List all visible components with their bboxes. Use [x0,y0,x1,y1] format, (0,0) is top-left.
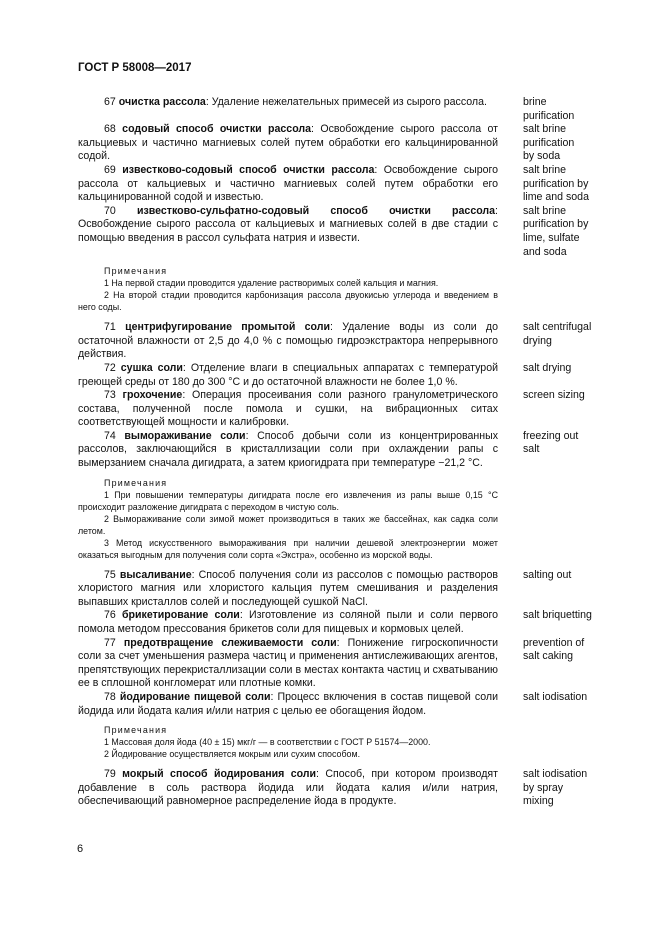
document-header: ГОСТ Р 58008—2017 [78,62,192,74]
term-number: 67 [104,96,116,108]
term-english: salt brine purification by lime and soda [523,163,589,204]
term-number: 74 [104,429,116,442]
term-entry-68: 68 содовый способ очистки рассола: Освобождение сырого рассола от кальциевых и частично магниевых солей путем обработки его кальцинированной содой. salt brine purification by soda [78,123,645,164]
term-english: salt drying [523,361,572,374]
term-english: brine purification [523,96,575,122]
notes-block-78 [78,724,498,760]
term-english: salt iodisation [523,691,588,703]
term-entry-70: 70 известково-сульфатно-содовый способ очистки рассола: Освобождение сырого рассола от кальциевых и магниевых солей в две стадии с помощью введения в рассол сульфата натрия и извести. salt brine purification by lime, sulfate and soda [78,205,645,259]
note-item: 2 Вымораживание соли зимой может производиться в таких же бассейнах, как садка соли летом. [78,513,498,536]
term-definition: Изготовление из соляной пыли и соли первого помола методом прессования брикетов соли для пищевых и кормовых целей. [78,609,499,636]
term-definition: Освобождение сырого рассола от кальциевых и магниевых солей в две стадии с помощью введения в рассол сульфата натрия и извести. [78,218,498,244]
term-name: сушка соли [120,361,183,374]
term-name: вымораживание соли [124,429,246,442]
notes-title: Примечания [104,725,168,736]
term-definition: Удаление нежелательных примесей из сырого рассола. [211,96,487,108]
note-item: 1 Массовая доля йода (40 ± 15) мкг/г — в соответствии с ГОСТ Р 51574—2000. [104,737,431,748]
notes-block-74 [78,477,498,561]
term-definition: Удаление воды из соли до остаточной влажности от 2,5 до 4,0 % с помощью гидроэкстрактора непрерывного действия. [78,321,499,361]
term-definition: Отделение влаги в специальных аппаратах с температурой греющей среды от 180 до 300 °С и до остаточной влажности не более 1,0 %. [78,361,499,388]
term-entry-74: 74 вымораживание соли: Способ добычи соли из концентрированных рассолов, заключающийся в кристаллизации соли при охлаждении рапы с вымерзанием сначала дигидрата, а затем криогидрата при температуре −21,2 °С. freezing out salt [78,430,645,471]
notes-title: Примечания [104,477,168,488]
note-item: 1 При повышении температуры дигидрата после его извлечения из рапы выше 0,15 °С происходит разложение дигидрата с переходом в чистую соль. [78,489,498,512]
term-number: 68 [104,123,116,136]
term-number: 78 [104,691,116,703]
notes-block-70 [78,265,498,313]
term-name: содовый способ очистки рассола [122,123,312,136]
term-name: предотвращение слеживаемости соли [123,636,337,649]
term-entry-79: 79 мокрый способ йодирования соли: Способ, при котором производят добавление в соль раствора йодида или йодата калия и/или натрия, обеспечивающий равномерное распределение йода в продукте. salt iodisation by spray mixing [78,768,645,809]
term-definition: Освобождение сырого рассола от кальциевых и частично магниевых солей путем обработки его кальцинированной содой. [78,123,498,163]
term-entry-77: 77 предотвращение слеживаемости соли: Понижение гигроскопичности соли за счет уменьшения размера частиц и применения антислеживающих агентов, препятствующих перекристаллизации соли в местах контакта частиц и схватыванию ее в сплошной конгломерат или плотные комки. prevention of salt caking [78,637,645,691]
term-entry-78: 78 йодирование пищевой соли: Процесс включения в состав пищевой соли йодида или йодата калия и/или натрия с целью ее обогащения йодом. salt iodisation [78,691,645,718]
term-english: salt iodisation by spray mixing [523,768,588,808]
term-number: 76 [104,609,116,622]
term-definition: Способ получения соли из рассолов с помощью растворов хлористого магния или хлористого кальция путем смешивания и разделения выпавших кристаллов солей и последующей сушкой NaCl. [78,568,498,608]
note-item: 1 На первой стадии проводится удаление растворимых солей кальция и магния. [104,278,439,289]
term-english: prevention of salt caking [523,636,585,663]
terms-section [78,96,645,809]
term-name: брикетирование соли [122,609,240,622]
term-number: 73 [104,389,116,402]
term-definition: Процесс включения в состав пищевой соли йодида или йодата калия и/или натрия с целью ее обогащения йодом. [78,691,499,717]
term-english: salt centrifugal drying [523,321,592,347]
term-name: очистка рассола [118,96,206,108]
term-entry-69: 69 известково-содовый способ очистки рассола: Освобождение сырого рассола от кальциевых и частично магниевых солей путем обработки его кальцинированной содой и известью. salt brine purification by lime and soda [78,164,645,205]
term-number: 69 [104,163,116,176]
term-number: 71 [104,321,116,334]
term-entry-71: 71 центрифугирование промытой соли: Удаление воды из соли до остаточной влажности от 2,5 до 4,0 % с помощью гидроэкстрактора непрерывного действия. salt centrifugal drying [78,321,645,362]
term-english: salt brine purification by soda [523,123,575,163]
page-number: 6 [77,843,84,855]
term-name: известково-сульфатно-содовый способ очистки рассола [137,204,496,217]
term-english: salt briquetting [523,609,592,622]
term-english: freezing out salt [523,429,579,456]
term-definition: Операция просеивания соли разного гранулометрического состава, полученной после помола и сушки, на вибрационных ситах соответствующей мощности и калибровки. [78,389,498,429]
term-number: 72 [104,361,116,374]
term-definition: Освобождение сырого рассола от кальциевых и частично магниевых солей путем обработки его кальцинированной содой и известью. [78,163,498,204]
term-entry-72: 72 сушка соли: Отделение влаги в специальных аппаратах с температурой греющей среды от 180 до 300 °С и до остаточной влажности не более 1,0 %. salt drying [78,362,645,389]
term-entry-73: 73 грохочение: Операция просеивания соли разного гранулометрического состава, полученной после помола и сушки, на вибрационных ситах соответствующей мощности и калибровки. screen sizing [78,389,645,430]
term-definition: Понижение гигроскопичности соли за счет уменьшения размера частиц и применения антислеживающих агентов, препятствующих перекристаллизации соли в местах контакта частиц и схватыванию ее в сплошной конгломерат или плотные комки. [78,636,498,690]
term-entry-67: 67 очистка рассола: Удаление нежелательных примесей из сырого рассола. brine purification [78,96,645,123]
term-name: мокрый способ йодирования соли [122,768,317,781]
term-definition: Способ добычи соли из концентрированных рассолов, заключающийся в кристаллизации соли при охлаждении рапы с вымерзанием сначала дигидрата, а затем криогидрата при температуре −21,2 °С. [78,429,499,470]
term-name: высаливание [119,568,192,581]
note-item: 2 Йодирование осуществляется мокрым или сухим способом. [104,749,361,760]
term-number: 79 [104,768,116,781]
term-number: 70 [104,204,116,217]
term-definition: Способ, при котором производят добавление в соль раствора йодида или йодата калия и/или натрия, обеспечивающий равномерное распределение йода в продукте. [78,768,498,808]
term-name: известково-содовый способ очистки рассола [122,163,375,176]
term-english: screen sizing [523,389,585,402]
term-english: salting out [523,568,572,581]
term-number: 75 [104,568,116,581]
term-name: грохочение [122,389,183,402]
note-item: 3 Метод искусственного вымораживания при наличии дешевой электроэнергии может оказаться выгодным для получения соли сорта «Экстра», особенно из морской воды. [78,537,498,560]
notes-title: Примечания [104,266,168,277]
term-name: центрифугирование промытой соли [125,321,331,334]
term-entry-75: 75 высаливание: Способ получения соли из рассолов с помощью растворов хлористого магния или хлористого кальция путем смешивания и разделения выпавших кристаллов солей и последующей сушкой NaCl. salting out [78,569,645,610]
term-name: йодирование пищевой соли [119,691,271,703]
term-entry-76: 76 брикетирование соли: Изготовление из соляной пыли и соли первого помола методом прессования брикетов соли для пищевых и кормовых целей. salt briquetting [78,609,645,636]
term-number: 77 [104,636,116,649]
note-item: 2 На второй стадии проводится карбонизация рассола двуокисью углерода и введением в него соды. [78,290,498,313]
term-english: salt brine purification by lime, sulfate and soda [523,204,589,258]
